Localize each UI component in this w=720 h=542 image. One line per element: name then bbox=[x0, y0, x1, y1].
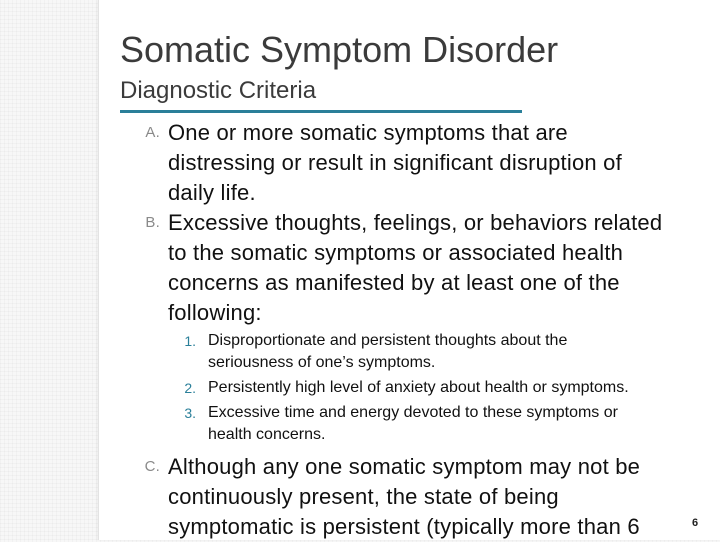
subcriterion-3-line-2: health concerns. bbox=[208, 426, 326, 443]
title-underline bbox=[120, 110, 522, 113]
subcriterion-2-marker: 2. bbox=[184, 380, 196, 396]
criterion-b-line-4: following: bbox=[168, 300, 262, 325]
criterion-a-line-2: distressing or result in significant disruption of bbox=[168, 150, 622, 175]
criterion-a bbox=[145, 118, 698, 208]
subcriterion-3-line-1: Excessive time and energy devoted to these symptoms or bbox=[208, 404, 618, 421]
subcriterion-1 bbox=[184, 330, 698, 374]
criterion-c-marker: C. bbox=[144, 458, 160, 475]
criterion-b-line-1: Excessive thoughts, feelings, or behaviors related bbox=[168, 210, 663, 235]
slide-subtitle: Diagnostic Criteria bbox=[120, 77, 317, 104]
subcriterion-3-marker: 3. bbox=[184, 405, 196, 421]
criterion-b bbox=[145, 208, 698, 328]
criterion-c-line-2: continuously present, the state of being bbox=[168, 484, 559, 509]
criterion-b-line-2: to the somatic symptoms or associated health bbox=[168, 240, 624, 265]
subcriterion-3 bbox=[184, 402, 698, 446]
criterion-c-line-3: symptomatic is persistent (typically more than 6 bbox=[168, 514, 640, 539]
criterion-b-marker: B. bbox=[145, 214, 160, 231]
subcriterion-2-line-1: Persistently high level of anxiety about health or symptoms. bbox=[208, 379, 629, 396]
page-number: 6 bbox=[692, 517, 699, 529]
criterion-a-line-3: daily life. bbox=[168, 180, 256, 205]
criterion-a-marker: A. bbox=[145, 124, 160, 141]
criterion-c-line-1: Although any one somatic symptom may not be bbox=[168, 454, 641, 479]
subcriterion-2 bbox=[184, 377, 698, 399]
criterion-a-line-1: One or more somatic symptoms that are bbox=[168, 120, 568, 145]
criterion-b-line-3: concerns as manifested by at least one of the bbox=[168, 270, 620, 295]
criterion-c bbox=[144, 452, 698, 542]
subcriterion-1-marker: 1. bbox=[184, 333, 196, 349]
subcriterion-1-line-1: Disproportionate and persistent thoughts about the bbox=[208, 332, 568, 349]
slide-title: Somatic Symptom Disorder bbox=[120, 29, 559, 70]
subcriterion-1-line-2: seriousness of one’s symptoms. bbox=[208, 354, 436, 371]
